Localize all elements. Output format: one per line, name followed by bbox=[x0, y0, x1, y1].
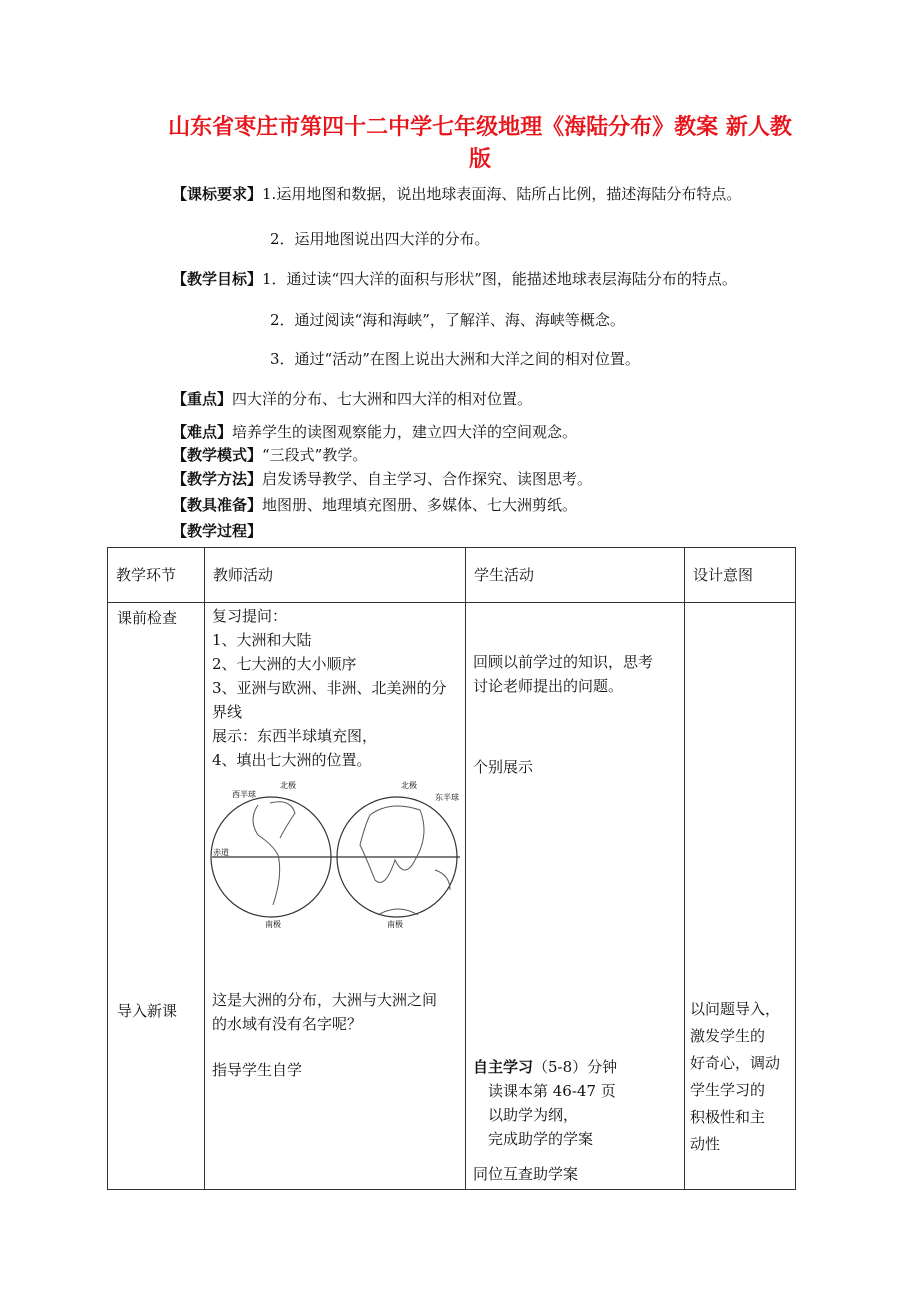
label-equator: 赤道 bbox=[213, 848, 229, 857]
student-peer-check: 同位互查助学案 bbox=[473, 1165, 579, 1183]
section-objectives-2: 2．通过阅读“海和海峡”，了解洋、海、海峡等概念。 bbox=[270, 311, 625, 329]
section-process: 【教学过程】 bbox=[172, 522, 263, 540]
section-objectives-3: 3．通过“活动”在图上说出大洲和大洋之间的相对位置。 bbox=[270, 350, 640, 368]
stage-precheck: 课前检查 bbox=[117, 609, 178, 627]
section-mode: 【教学模式】“三段式”教学。 bbox=[172, 446, 368, 464]
label-south-e: 南极 bbox=[387, 920, 403, 929]
student-tasks: 读课本第 46-47 页 以助学为纲， 完成助学的学案 bbox=[488, 1082, 616, 1148]
section-curriculum: 【课标要求】1.运用地图和数据，说出地球表面海、陆所占比例，描述海陆分布特点。 bbox=[172, 185, 742, 203]
student-show: 个别展示 bbox=[473, 758, 534, 776]
teacher-intro: 这是大洲的分布，大洲与大洲之间 的水域有没有名字呢？ bbox=[212, 991, 438, 1033]
title-line-2: 版 bbox=[468, 147, 491, 172]
student-review: 回顾以前学过的知识，思考 讨论老师提出的问题。 bbox=[473, 653, 654, 695]
header-stage: 教学环节 bbox=[108, 548, 205, 603]
section-curriculum-2: 2．运用地图说出四大洋的分布。 bbox=[270, 230, 490, 248]
stage-intro: 导入新课 bbox=[117, 1002, 178, 1020]
teacher-guide: 指导学生自学 bbox=[212, 1061, 303, 1079]
section-tools: 【教具准备】地图册、地理填充图册、多媒体、七大洲剪纸。 bbox=[172, 496, 578, 514]
label-north-e: 北极 bbox=[401, 781, 417, 790]
hemisphere-map bbox=[210, 775, 465, 940]
design-intent: 以问题导入， 激发学生的 好奇心，调动 学生学习的 积极性和主 动性 bbox=[690, 1000, 781, 1153]
section-method: 【教学方法】启发诱导教学、自主学习、合作探究、读图思考。 bbox=[172, 470, 593, 488]
label-north-w: 北极 bbox=[280, 781, 296, 790]
label-south-w: 南极 bbox=[265, 920, 281, 929]
title-line-1: 山东省枣庄市第四十二中学七年级地理《海陆分布》教案 新人教 bbox=[168, 115, 792, 140]
header-teacher: 教师活动 bbox=[205, 548, 466, 603]
label-west: 西半球 bbox=[232, 790, 256, 799]
student-self-study: 自主学习（5-8）分钟 bbox=[473, 1058, 618, 1076]
section-objectives: 【教学目标】1．通过读“四大洋的面积与形状”图，能描述地球表层海陆分布的特点。 bbox=[172, 270, 737, 288]
section-difficulty: 【难点】培养学生的读图观察能力，建立四大洋的空间观念。 bbox=[172, 423, 578, 441]
header-intent: 设计意图 bbox=[685, 548, 796, 603]
label-east: 东半球 bbox=[435, 793, 459, 802]
teacher-review: 复习提问： 1、大洲和大陆 2、七大洲的大小顺序 3、亚洲与欧洲、非洲、北美洲的分 界线 展示：东西半球填充图， 4、填出七大洲的位置。 bbox=[212, 607, 447, 769]
section-key-point: 【重点】四大洋的分布、七大洲和四大洋的相对位置。 bbox=[172, 390, 533, 408]
header-student: 学生活动 bbox=[466, 548, 685, 603]
